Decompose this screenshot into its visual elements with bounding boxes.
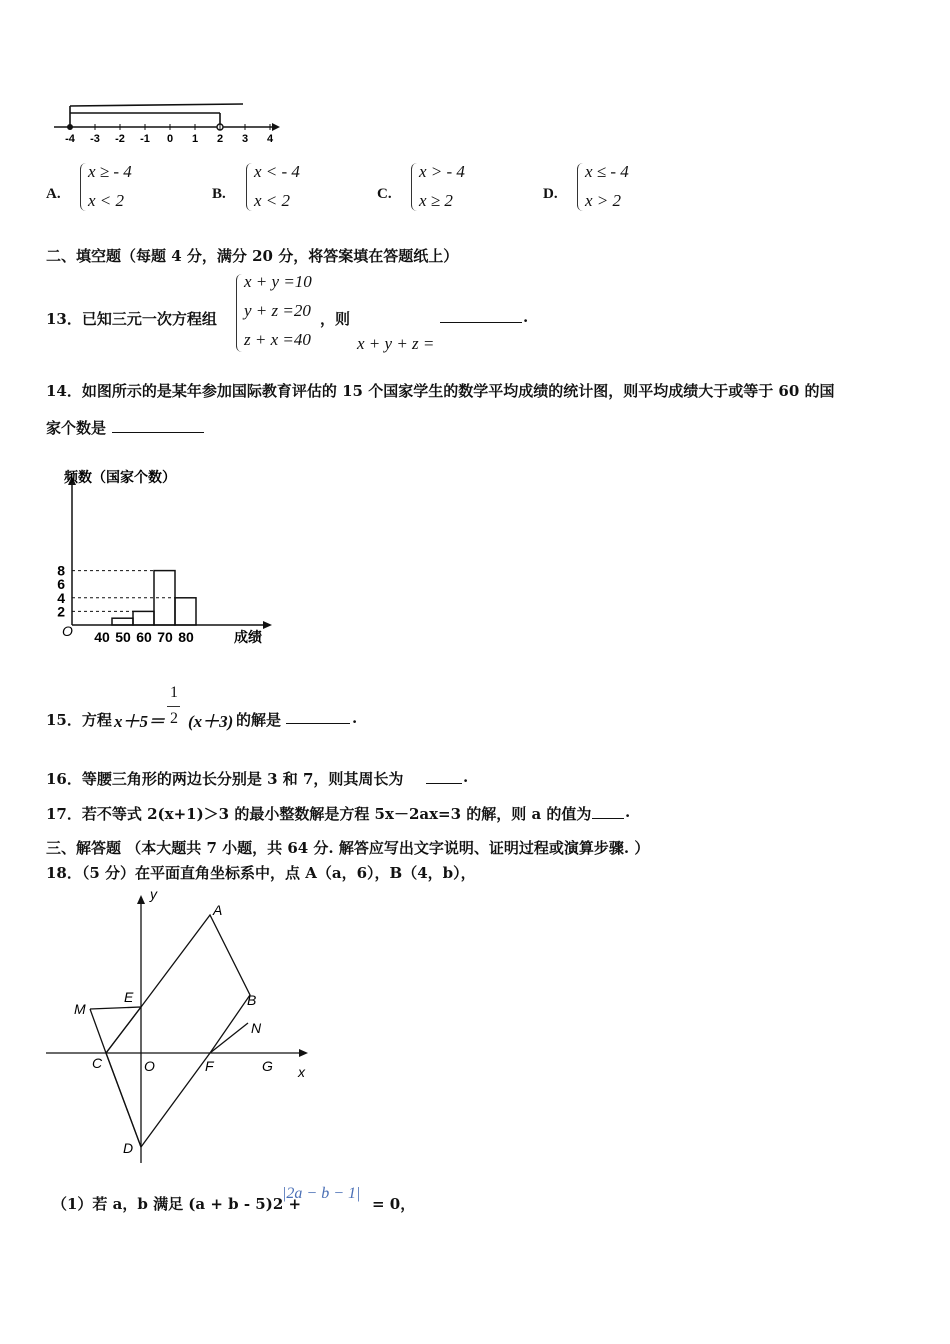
option-line1: x < - 4 [254, 162, 300, 181]
segment-fn [210, 1023, 248, 1053]
q15-frac-bar [167, 706, 180, 707]
tick-label: 1 [191, 133, 199, 145]
q16-end: . [463, 768, 469, 786]
q13-prefix: 13．已知三元一次方程组 [46, 310, 217, 328]
option-line1: x ≤ - 4 [585, 162, 629, 181]
q15-num: 1 [170, 684, 178, 701]
y-tick-label: 6 [57, 576, 65, 593]
option-label[interactable]: D. [543, 186, 558, 202]
tick-label: 4 [266, 133, 274, 145]
label-A: A [213, 902, 223, 918]
label-y: y [150, 886, 157, 902]
q15-rhs: (x＋3) [188, 712, 234, 731]
option-label[interactable]: C. [377, 186, 392, 202]
label-E: E [124, 989, 134, 1005]
x-axis-arrow [263, 621, 272, 629]
q15-answer-blank[interactable] [286, 723, 350, 724]
tick-label: -3 [90, 133, 100, 145]
section3-title: 三、解答题 （本大题共 7 小题，共 64 分. 解答应写出文字说明、证明过程或演算步骤. ） [46, 839, 650, 857]
line-top [70, 104, 243, 106]
q14-line2: 家个数是 [46, 419, 107, 437]
label-C: C [92, 1055, 103, 1071]
tick-label: -1 [140, 133, 150, 145]
q13-answer-blank[interactable] [440, 322, 522, 323]
q17-end: . [625, 803, 631, 821]
q15-suffix: 的解是 [236, 711, 282, 729]
y-tick-label: 4 [57, 589, 65, 606]
option-label[interactable]: A. [46, 186, 61, 202]
option-brace [411, 163, 417, 211]
histogram-bar [133, 611, 154, 625]
tick-label: 2 [216, 133, 224, 145]
segment-dc [106, 1053, 141, 1147]
x-tick-label: 70 [157, 629, 173, 645]
label-x: x [298, 1064, 305, 1080]
q15-prefix: 15．方程 [46, 711, 112, 729]
option-label[interactable]: B. [212, 186, 226, 202]
x-tick-label: 50 [115, 629, 131, 645]
label-M: M [74, 1001, 86, 1017]
axis-arrow [272, 123, 280, 131]
q18-1-end: = 0， [372, 1195, 416, 1213]
tick-label: 0 [166, 133, 174, 145]
q13-eq3: z + x =40 [244, 330, 311, 349]
y-tick-label: 2 [57, 603, 65, 620]
q15-end: . [352, 709, 358, 727]
coordinate-figure [40, 885, 320, 1170]
label-G: G [262, 1058, 273, 1074]
q16-text: 16．等腰三角形的两边长分别是 3 和 7，则其周长为 [46, 770, 404, 788]
label-O: O [144, 1058, 155, 1074]
q13-eq1: x + y =10 [244, 272, 312, 291]
q13-brace [236, 274, 243, 352]
origin-label: O [62, 623, 73, 639]
option-line2: x > 2 [585, 191, 622, 210]
y-axis-arrow [137, 895, 145, 904]
q15-den: 2 [170, 710, 178, 727]
option-line1: x ≥ - 4 [88, 162, 132, 181]
q18-text: 18．（5 分）在平面直角坐标系中，点 A（a，6），B（4，b）， [46, 864, 476, 882]
label-B: B [247, 992, 257, 1008]
option-line2: x ≥ 2 [419, 191, 453, 210]
x-axis-arrow [299, 1049, 308, 1057]
q14-line1: 14．如图所示的是某年参加国际教育评估的 15 个国家学生的数学平均成绩的统计图，则平均成绩大于或等于 60 的国 [46, 382, 835, 400]
option-line2: x < 2 [254, 191, 291, 210]
q17-answer-blank[interactable] [592, 818, 624, 819]
option-brace [80, 163, 86, 211]
label-D: D [123, 1140, 134, 1156]
q14-answer-blank[interactable] [112, 432, 204, 433]
label-N: N [251, 1020, 262, 1036]
y-tick-label: 8 [57, 562, 65, 579]
q18-1-text: （1）若 a，b 满足 (a + b - 5)2 + [52, 1195, 302, 1213]
triangle-mce [90, 1007, 141, 1053]
option-brace [577, 163, 583, 211]
q15-lhs: x＋5＝ [114, 712, 165, 731]
q16-answer-blank[interactable] [426, 783, 462, 784]
x-tick-label: 60 [136, 629, 152, 645]
q13-expr: x + y + z = [357, 334, 435, 353]
q18-1-abs-expr: |2a − b − 1| [282, 1185, 361, 1202]
x-axis-label: 成绩 [234, 629, 262, 645]
q17-text: 17．若不等式 2(x+1)＞3 的最小整数解是方程 5x－2ax=3 的解，则 a 的值为 [46, 805, 592, 823]
x-tick-label: 80 [178, 629, 194, 645]
tick-label: -4 [65, 133, 75, 145]
option-brace [246, 163, 252, 211]
tick-label: 3 [241, 133, 249, 145]
q13-then: ，则 [320, 310, 351, 328]
histogram-bar [175, 598, 196, 625]
y-axis-label: 频数（国家个数） [64, 469, 176, 485]
histogram-bar [112, 618, 133, 625]
histogram-chart [44, 460, 284, 660]
label-F: F [205, 1058, 214, 1074]
q13-end: . [523, 308, 529, 326]
x-tick-label: 40 [94, 629, 110, 645]
option-line2: x < 2 [88, 191, 125, 210]
section2-title: 二、填空题（每题 4 分，满分 20 分，将答案填在答题纸上） [46, 247, 459, 265]
tick-label: -2 [115, 133, 125, 145]
q13-eq2: y + z =20 [244, 301, 311, 320]
option-line1: x > - 4 [419, 162, 465, 181]
number-line [50, 98, 290, 146]
